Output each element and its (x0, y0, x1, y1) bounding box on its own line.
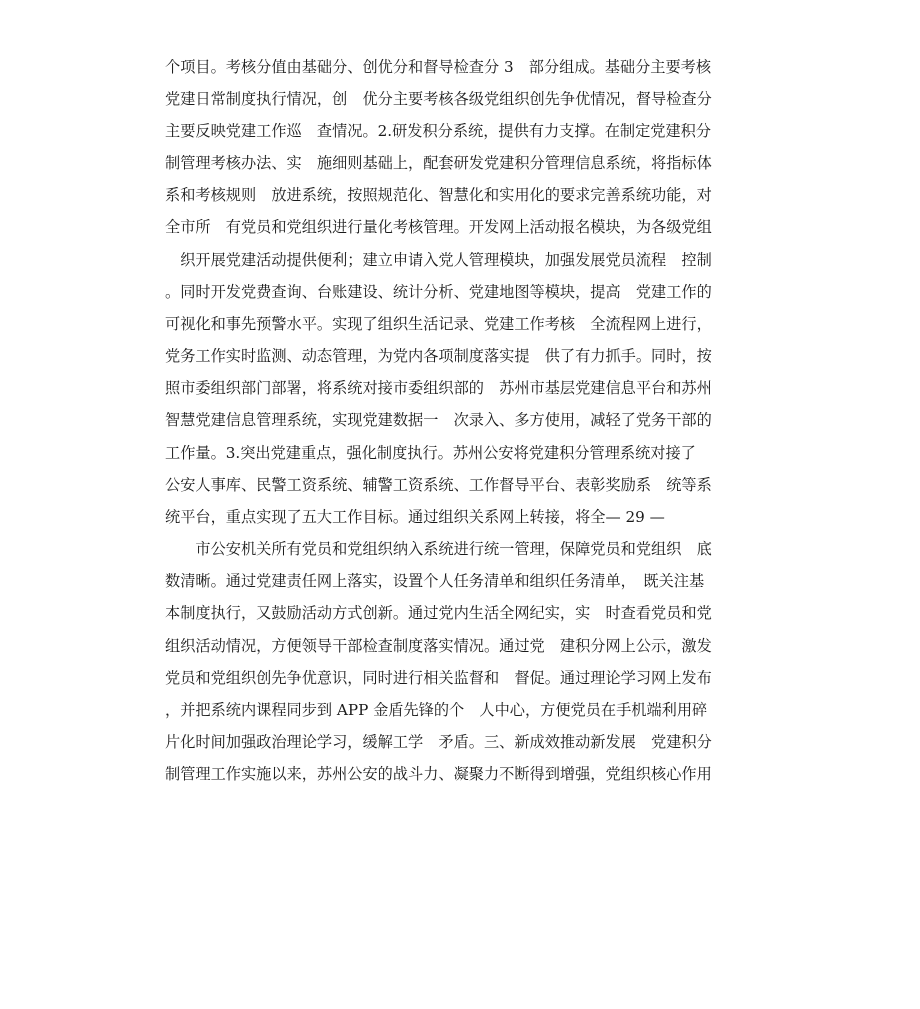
text-line-23: 制管理工作实施以来，苏州公安的战斗力、凝聚力不断得到增强，党组织核心作用 (165, 765, 712, 783)
text-line-2: 党建日常制度执行情况，创 优分主要考核各级党组织创先争优情况，督导检查分 (165, 90, 712, 108)
text-line-21: ，并把系统内课程同步到 APP 金盾先锋的个 人中心，方便党员在手机端利用碎 (165, 701, 708, 719)
text-line-18: 本制度执行，又鼓励活动方式创新。通过党内生活全网纪实，实 时查看党员和党 (165, 604, 712, 622)
text-line-7: 织开展党建活动提供便利；建立申请入党人管理模块，加强发展党员流程 控制 (165, 251, 712, 269)
text-line-14: 公安人事库、民警工资系统、辅警工资系统、工作督导平台、表彰奖励系 统等系 (165, 476, 712, 494)
text-line-22: 片化时间加强政治理论学习，缓解工学 矛盾。三、新成效推动新发展 党建积分 (165, 733, 712, 751)
text-line-4: 制管理考核办法、实 施细则基础上，配套研发党建积分管理信息系统，将指标体 (165, 154, 712, 172)
text-line-20: 党员和党组织创先争优意识，同时进行相关监督和 督促。通过理论学习网上发布 (165, 669, 712, 687)
text-line-13: 工作量。3.突出党建重点，强化制度执行。苏州公安将党建积分管理系统对接了 (165, 444, 696, 462)
text-line-17: 数清晰。通过党建责任网上落实，设置个人任务清单和组织任务清单， 既关注基 (165, 572, 705, 590)
text-line-3: 主要反映党建工作巡 查情况。2.研发积分系统，提供有力支撑。在制定党建积分 (165, 122, 712, 140)
text-line-11: 照市委组织部门部署，将系统对接市委组织部的 苏州市基层党建信息平台和苏州 (165, 379, 712, 397)
text-line-12: 智慧党建信息管理系统，实现党建数据一 次录入、多方使用，减轻了党务干部的 (165, 411, 712, 429)
text-line-5: 系和考核规则 放进系统，按照规范化、智慧化和实用化的要求完善系统功能，对 (165, 186, 712, 204)
text-line-19: 组织活动情况，方便领导干部检查制度落实情况。通过党 建积分网上公示，激发 (165, 637, 712, 655)
text-line-1: 个项目。考核分值由基础分、创优分和督导检查分 3 部分组成。基础分主要考核 (165, 58, 712, 76)
text-line-8: 。同时开发党费查询、台账建设、统计分析、党建地图等模块，提高 党建工作的 (165, 283, 712, 301)
text-line-9: 可视化和事先预警水平。实现了组织生活记录、党建工作考核 全流程网上进行， (165, 315, 712, 333)
text-line-15: 统平台，重点实现了五大工作目标。通过组织关系网上转接，将全— 29 — (165, 508, 665, 526)
text-line-10: 党务工作实时监测、动态管理，为党内各项制度落实提 供了有力抓手。同时，按 (165, 347, 712, 365)
text-line-16: 市公安机关所有党员和党组织纳入系统进行统一管理，保障党员和党组织 底 (165, 540, 712, 558)
text-line-6: 全市所 有党员和党组织进行量化考核管理。开发网上活动报名模块，为各级党组 (165, 218, 712, 236)
